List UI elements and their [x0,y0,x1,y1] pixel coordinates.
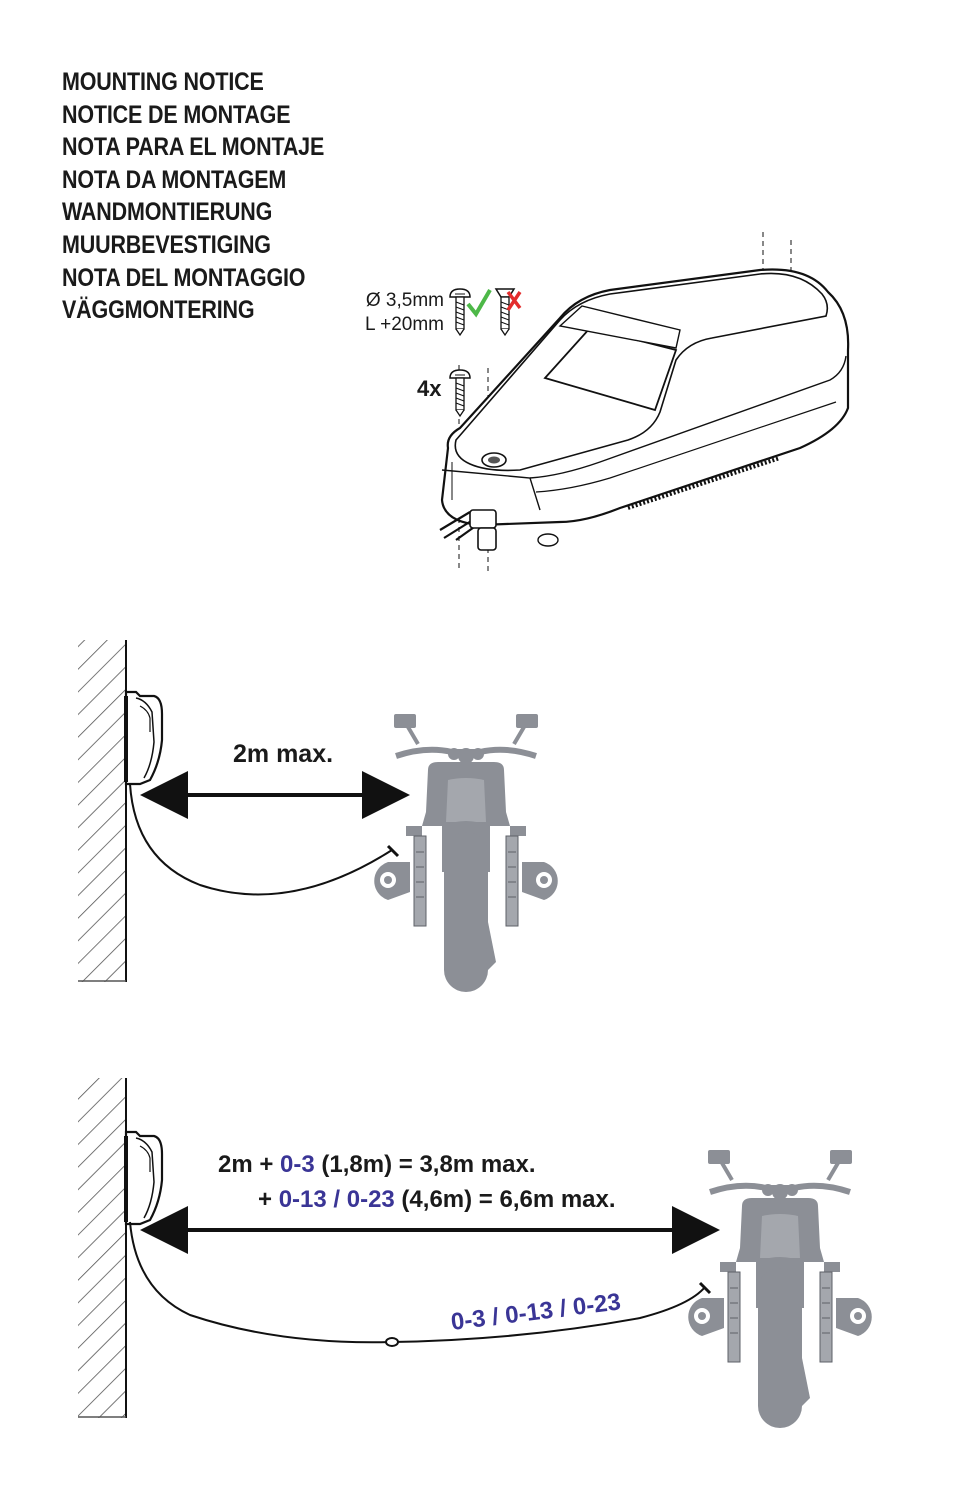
title-de: WANDMONTIERUNG [62,198,273,227]
screw-length: L +20mm [364,314,444,335]
extension-joint-icon [386,1338,398,1346]
round-head-screw-icon [450,289,470,335]
distance-label-1: 2m max. [233,740,334,768]
charger-product-illustration [440,232,848,572]
formula-line-2: + 0-13 / 0-23 (4,6m) = 6,6m max. [258,1186,616,1213]
checkmark-icon [468,290,490,314]
screw-icon [450,370,470,416]
cross-icon [508,292,520,310]
cable-2 [130,1222,705,1342]
wall-2 [78,1078,126,1418]
title-nl: MUURBEVESTIGING [62,230,271,259]
motorcycle-2-icon [688,1150,872,1428]
title-it: NOTA DEL MONTAGGIO [62,263,306,292]
wall-1 [78,640,126,982]
motorcycle-1-icon [374,714,558,992]
screw-diameter: Ø 3,5mm [365,290,444,311]
cable-extension-label: 0-3 / 0-13 / 0-23 [449,1288,623,1336]
title-fr: NOTICE DE MONTAGE [62,100,291,129]
formula-line-1: 2m + 0-3 (1,8m) = 3,8m max. [218,1151,536,1178]
title-sv: VÄGGMONTERING [62,296,255,325]
title-es: NOTA PARA EL MONTAJE [62,133,325,162]
screw-count: 4x [417,376,442,401]
cable-1 [130,784,392,894]
title-pt: NOTA DA MONTAGEM [62,165,287,194]
title-en: MOUNTING NOTICE [62,68,264,96]
wall-charger-1-icon [124,692,162,784]
wall-charger-2-icon [124,1132,162,1224]
